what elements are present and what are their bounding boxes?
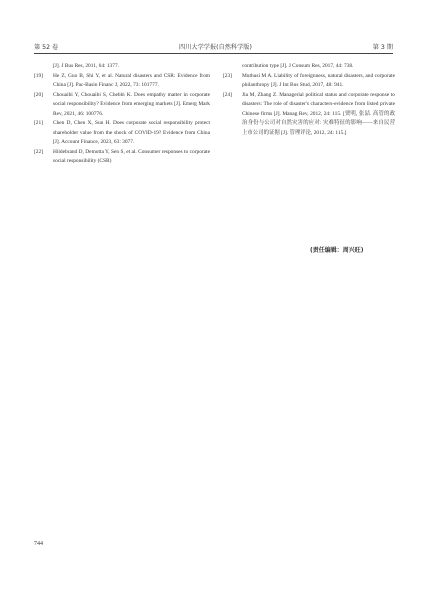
references-right-column [223, 62, 395, 138]
reference-number: [23] [223, 72, 232, 79]
reference-item [34, 72, 210, 91]
header-journal-title: 四川大学学报(自然科学版) [179, 43, 252, 51]
reference-text: Muthusi M A. Liability of foreignness, natural disasters, and corporate philanthropy [J]. J Int Bus Stud, 2017, 48: 941. [242, 72, 395, 89]
reference-item [34, 91, 210, 120]
reference-text: Hildebrand D, Demotta Y, Sen S, et al. Consumer responses to corporate social responsibility (CSR) [53, 148, 210, 165]
reference-item [223, 91, 395, 139]
reference-text: Chouaibi Y, Chouaibi S, Chebbi K. Does empathy matter in corporate social responsibility? Evidence from emerging markets [J]. Emerg Mark Rev, 2021, 46: 100776. [53, 91, 210, 117]
reference-item [34, 119, 210, 148]
reference-continuation [223, 62, 395, 72]
references-left-column [34, 62, 210, 167]
reference-item [34, 148, 210, 167]
reference-number: [20] [34, 91, 43, 98]
reference-text: Jia M, Zhang Z. Managerial political status and corporate response to disasters: The role of disaster's characters-evidence from listed private Chinese firms [J]. Manag Rev, 2012, 24: 115. [贾明, 张喆. 高管的政治身份与公司对自然灾害的应对: 灾难特征的影响——来自民营上市公司的证据 [J]. 管理评论, 2012, 24: 115.] [242, 91, 395, 136]
reference-text: Chen D, Chen X, Sun H. Does corporate social responsibility protect shareholder value from the shock of COVID-19? Evidence from China [J]. Account Finance, 2023, 63: 3077. [53, 120, 210, 146]
responsible-editor: (责任编辑：周兴旺) [310, 247, 364, 254]
header-volume: 第 52 卷 [34, 43, 59, 51]
reference-text: [J]. J Bus Res, 2011, 64: 1377. [53, 63, 119, 69]
running-header [34, 40, 393, 52]
reference-item [223, 72, 395, 91]
reference-number: [19] [34, 72, 43, 79]
reference-number: [21] [34, 120, 43, 127]
reference-continuation [34, 62, 210, 72]
reference-number: [22] [34, 148, 43, 155]
reference-text: contribution type [J]. J Consum Res, 2017, 44: 738. [242, 63, 354, 69]
reference-text: He Z, Guo B, Shi Y, et al. Natural disasters and CSR: Evidence from China [J]. Pac-Basin Financ J, 2022, 73: 101777. [53, 72, 210, 89]
header-divider [34, 53, 393, 54]
header-issue: 第 3 期 [372, 43, 393, 51]
reference-number: [24] [223, 91, 232, 98]
page-number: 744 [34, 541, 43, 547]
